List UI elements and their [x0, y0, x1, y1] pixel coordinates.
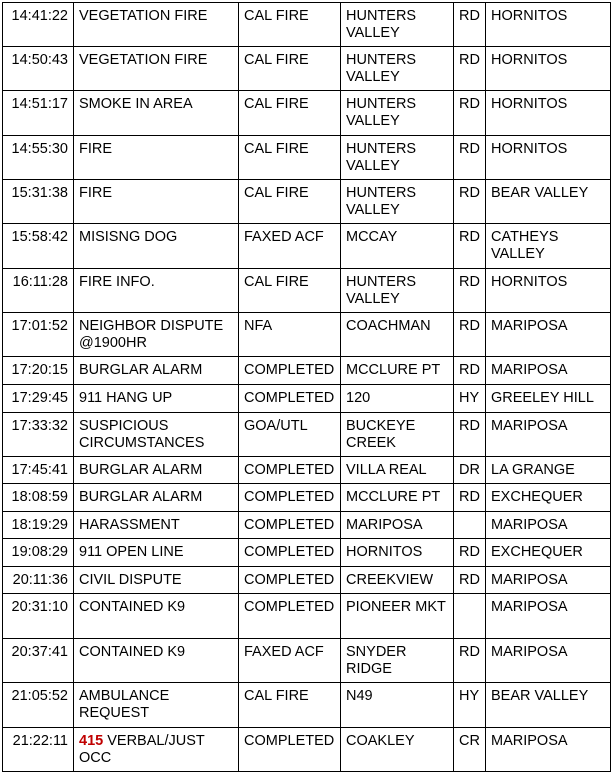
table-row [3, 457, 611, 484]
city-cell: LA GRANGE [486, 457, 611, 484]
street-cell: N49 [341, 683, 454, 728]
street-cell: 120 [341, 385, 454, 413]
street-cell: COAKLEY [341, 728, 454, 772]
city-cell: HORNITOS [486, 136, 611, 180]
disposition-cell: GOA/UTL [239, 413, 341, 457]
incident-type-cell [74, 728, 239, 772]
street-cell: BUCKEYE CREEK [341, 413, 454, 457]
city-cell: BEAR VALLEY [486, 180, 611, 224]
street-suffix-cell: RD [454, 136, 486, 180]
incident-type-cell: 911 HANG UP [74, 385, 239, 413]
street-suffix-cell [454, 512, 486, 539]
city-cell: EXCHEQUER [486, 539, 611, 567]
time-cell: 17:33:32 [3, 413, 74, 457]
street-cell: PIONEER MKT [341, 594, 454, 639]
disposition-cell: FAXED ACF [239, 639, 341, 683]
city-cell: GREELEY HILL [486, 385, 611, 413]
incident-type-cell: CONTAINED K9 [74, 594, 239, 639]
disposition-cell: CAL FIRE [239, 91, 341, 136]
time-cell: 19:08:29 [3, 539, 74, 567]
table-row [3, 728, 611, 772]
city-cell: HORNITOS [486, 47, 611, 91]
time-cell: 16:11:28 [3, 269, 74, 313]
street-suffix-cell: HY [454, 385, 486, 413]
table-row [3, 594, 611, 639]
time-cell: 14:50:43 [3, 47, 74, 91]
street-suffix-cell [454, 594, 486, 639]
street-cell: HUNTERS VALLEY [341, 3, 454, 47]
city-cell: MARIPOSA [486, 357, 611, 385]
street-suffix-cell: RD [454, 47, 486, 91]
table-row [3, 224, 611, 269]
time-cell: 20:11:36 [3, 567, 74, 594]
street-suffix-cell: RD [454, 357, 486, 385]
time-cell: 20:37:41 [3, 639, 74, 683]
city-cell: EXCHEQUER [486, 484, 611, 512]
time-cell: 17:29:45 [3, 385, 74, 413]
disposition-cell: NFA [239, 313, 341, 357]
table-row [3, 3, 611, 47]
penal-code: 415 [79, 733, 104, 749]
street-cell: HUNTERS VALLEY [341, 47, 454, 91]
time-cell: 17:01:52 [3, 313, 74, 357]
street-suffix-cell: RD [454, 91, 486, 136]
table-row [3, 47, 611, 91]
street-cell: CREEKVIEW [341, 567, 454, 594]
street-suffix-cell: RD [454, 639, 486, 683]
time-cell: 14:41:22 [3, 3, 74, 47]
street-suffix-cell: RD [454, 180, 486, 224]
disposition-cell: COMPLETED [239, 567, 341, 594]
table-row [3, 683, 611, 728]
time-cell: 21:05:52 [3, 683, 74, 728]
incident-type-cell: MISISNG DOG [74, 224, 239, 269]
incident-type-cell: FIRE INFO. [74, 269, 239, 313]
disposition-cell: COMPLETED [239, 728, 341, 772]
city-cell: MARIPOSA [486, 313, 611, 357]
street-cell: MCCLURE PT [341, 484, 454, 512]
time-cell: 21:22:11 [3, 728, 74, 772]
table-row [3, 269, 611, 313]
call-log-body [3, 3, 611, 772]
time-cell: 15:58:42 [3, 224, 74, 269]
disposition-cell: CAL FIRE [239, 3, 341, 47]
table-row [3, 484, 611, 512]
time-cell: 17:45:41 [3, 457, 74, 484]
disposition-cell: CAL FIRE [239, 269, 341, 313]
city-cell: BEAR VALLEY [486, 683, 611, 728]
time-cell: 18:08:59 [3, 484, 74, 512]
incident-type-text: VERBAL/JUST OCC [79, 733, 205, 766]
disposition-cell: COMPLETED [239, 539, 341, 567]
table-row [3, 180, 611, 224]
disposition-cell: COMPLETED [239, 357, 341, 385]
table-row [3, 567, 611, 594]
table-row [3, 639, 611, 683]
incident-type-cell: SMOKE IN AREA [74, 91, 239, 136]
street-cell: MCCAY [341, 224, 454, 269]
street-cell: SNYDER RIDGE [341, 639, 454, 683]
incident-type-cell: VEGETATION FIRE [74, 3, 239, 47]
incident-type-cell: CONTAINED K9 [74, 639, 239, 683]
disposition-cell: COMPLETED [239, 484, 341, 512]
street-suffix-cell: RD [454, 313, 486, 357]
incident-type-cell: CIVIL DISPUTE [74, 567, 239, 594]
incident-type-cell: BURGLAR ALARM [74, 457, 239, 484]
street-cell: VILLA REAL [341, 457, 454, 484]
table-row [3, 385, 611, 413]
table-row [3, 413, 611, 457]
city-cell: MARIPOSA [486, 413, 611, 457]
disposition-cell: COMPLETED [239, 385, 341, 413]
table-row [3, 136, 611, 180]
street-suffix-cell: RD [454, 484, 486, 512]
incident-type-cell: HARASSMENT [74, 512, 239, 539]
disposition-cell: FAXED ACF [239, 224, 341, 269]
time-cell: 20:31:10 [3, 594, 74, 639]
street-suffix-cell: HY [454, 683, 486, 728]
disposition-cell: CAL FIRE [239, 47, 341, 91]
disposition-cell: CAL FIRE [239, 136, 341, 180]
city-cell: MARIPOSA [486, 639, 611, 683]
city-cell: MARIPOSA [486, 728, 611, 772]
street-cell: MARIPOSA [341, 512, 454, 539]
time-cell: 17:20:15 [3, 357, 74, 385]
street-suffix-cell: RD [454, 269, 486, 313]
call-log-table [2, 2, 611, 772]
city-cell: HORNITOS [486, 91, 611, 136]
disposition-cell: COMPLETED [239, 512, 341, 539]
table-row [3, 357, 611, 385]
street-cell: HORNITOS [341, 539, 454, 567]
street-cell: HUNTERS VALLEY [341, 180, 454, 224]
street-suffix-cell: RD [454, 224, 486, 269]
street-suffix-cell: RD [454, 3, 486, 47]
city-cell: MARIPOSA [486, 594, 611, 639]
incident-type-cell: AMBULANCE REQUEST [74, 683, 239, 728]
incident-type-cell: SUSPICIOUS CIRCUMSTANCES [74, 413, 239, 457]
time-cell: 14:55:30 [3, 136, 74, 180]
city-cell: CATHEYS VALLEY [486, 224, 611, 269]
street-cell: MCCLURE PT [341, 357, 454, 385]
incident-type-cell: BURGLAR ALARM [74, 357, 239, 385]
street-suffix-cell: DR [454, 457, 486, 484]
incident-type-cell: VEGETATION FIRE [74, 47, 239, 91]
street-cell: HUNTERS VALLEY [341, 269, 454, 313]
table-row [3, 313, 611, 357]
street-suffix-cell: RD [454, 567, 486, 594]
city-cell: HORNITOS [486, 3, 611, 47]
time-cell: 18:19:29 [3, 512, 74, 539]
table-row [3, 91, 611, 136]
table-row [3, 512, 611, 539]
disposition-cell: COMPLETED [239, 594, 341, 639]
disposition-cell: CAL FIRE [239, 180, 341, 224]
city-cell: MARIPOSA [486, 512, 611, 539]
street-suffix-cell: RD [454, 539, 486, 567]
street-cell: COACHMAN [341, 313, 454, 357]
incident-type-cell: 911 OPEN LINE [74, 539, 239, 567]
street-cell: HUNTERS VALLEY [341, 136, 454, 180]
incident-type-cell: FIRE [74, 136, 239, 180]
incident-type-cell: FIRE [74, 180, 239, 224]
time-cell: 14:51:17 [3, 91, 74, 136]
street-cell: HUNTERS VALLEY [341, 91, 454, 136]
street-suffix-cell: RD [454, 413, 486, 457]
incident-type-cell: BURGLAR ALARM [74, 484, 239, 512]
table-row [3, 539, 611, 567]
disposition-cell: CAL FIRE [239, 683, 341, 728]
time-cell: 15:31:38 [3, 180, 74, 224]
disposition-cell: COMPLETED [239, 457, 341, 484]
street-suffix-cell: CR [454, 728, 486, 772]
city-cell: MARIPOSA [486, 567, 611, 594]
incident-type-cell: NEIGHBOR DISPUTE @1900HR [74, 313, 239, 357]
city-cell: HORNITOS [486, 269, 611, 313]
